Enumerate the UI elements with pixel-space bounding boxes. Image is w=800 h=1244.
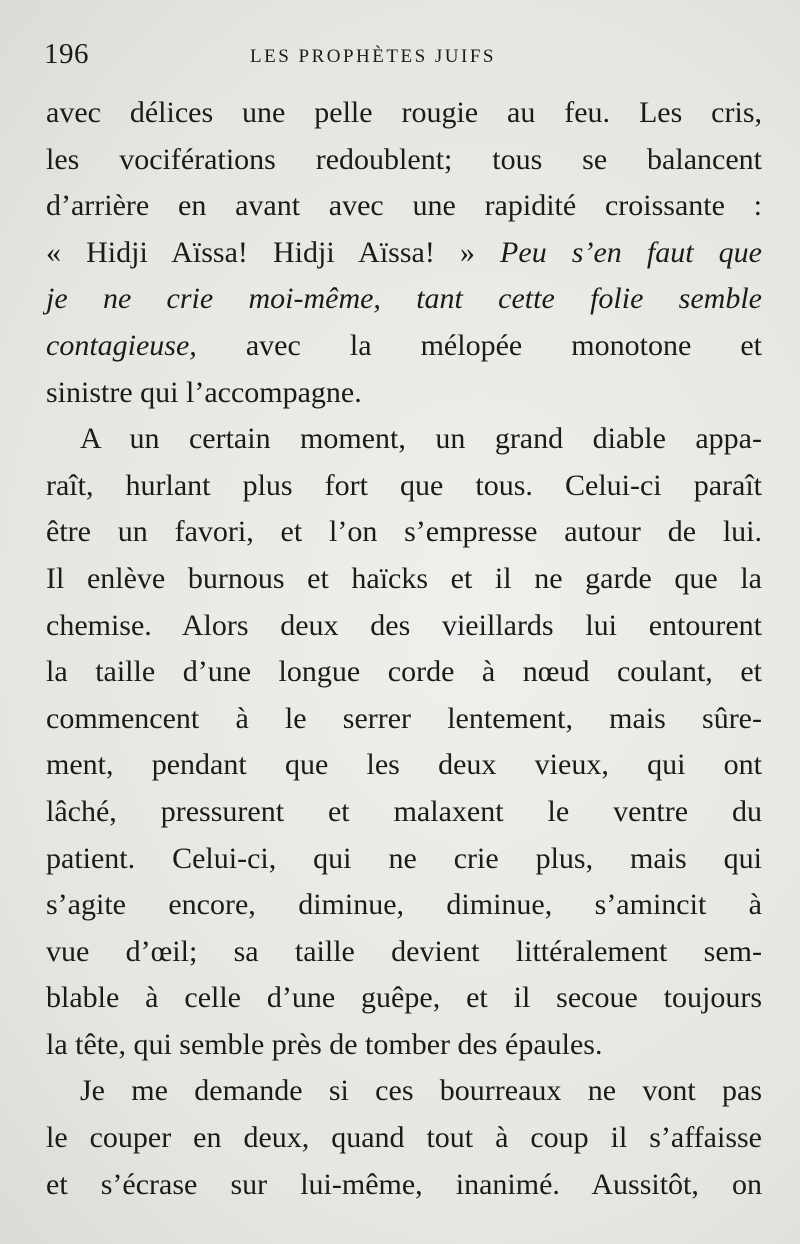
text-line: patient. Celui-ci, qui ne crie plus, mais qui — [46, 841, 762, 875]
text-roman: « Hidji Aïssa! Hidji Aïssa! » — [46, 235, 501, 269]
running-title: LES PROPHÈTES JUIFS — [250, 46, 496, 67]
text-line: d’arrière en avant avec une rapidité croissante : — [46, 189, 762, 223]
text-line: Je me demande si ces bourreaux ne vont pas — [80, 1074, 762, 1108]
text-roman: avec la mélopée monotone et — [196, 328, 762, 362]
text-line: les vociférations redoublent; tous se balancent — [46, 142, 762, 176]
text-line: raît, hurlant plus fort que tous. Celui-ci paraît — [46, 468, 762, 502]
text-italic: contagieuse, — [46, 328, 197, 362]
text-line: s’agite encore, diminue, diminue, s’amincit à — [46, 888, 762, 922]
text-line: la tête, qui semble près de tomber des épaules. — [46, 1027, 603, 1061]
text-italic: Peu s’en faut que — [500, 235, 763, 269]
text-line: être un favori, et l’on s’empresse autour de lui. — [46, 515, 762, 549]
text-line: la taille d’une longue corde à nœud coulant, et — [46, 655, 762, 689]
text-line: le couper en deux, quand tout à coup il s’affaisse — [46, 1121, 762, 1155]
text-line: avec délices une pelle rougie au feu. Les cris, — [46, 96, 762, 129]
text-line: et s’écrase sur lui-même, inanimé. Aussitôt, on — [46, 1167, 762, 1201]
text-line — [46, 230, 762, 277]
page-number: 196 — [44, 38, 89, 70]
text-line: blable à celle d’une guêpe, et il secoue toujours — [46, 981, 762, 1015]
text-line: je ne crie moi-même, tant cette folie semble — [46, 282, 762, 316]
text-line: vue d’œil; sa taille devient littéralement sem- — [46, 934, 762, 968]
text-line: ment, pendant que les deux vieux, qui ont — [46, 748, 762, 782]
body-text — [46, 90, 762, 1208]
text-line: sinistre qui l’accompagne. — [46, 375, 362, 409]
running-head — [44, 36, 760, 76]
text-line: commencent à le serrer lentement, mais sûre- — [46, 701, 762, 735]
text-line — [46, 323, 762, 370]
text-line: chemise. Alors deux des vieillards lui entourent — [46, 608, 762, 642]
text-line: A un certain moment, un grand diable appa- — [80, 422, 762, 456]
text-line: lâché, pressurent et malaxent le ventre du — [46, 794, 762, 828]
text-line: Il enlève burnous et haïcks et il ne garde que la — [46, 561, 762, 595]
